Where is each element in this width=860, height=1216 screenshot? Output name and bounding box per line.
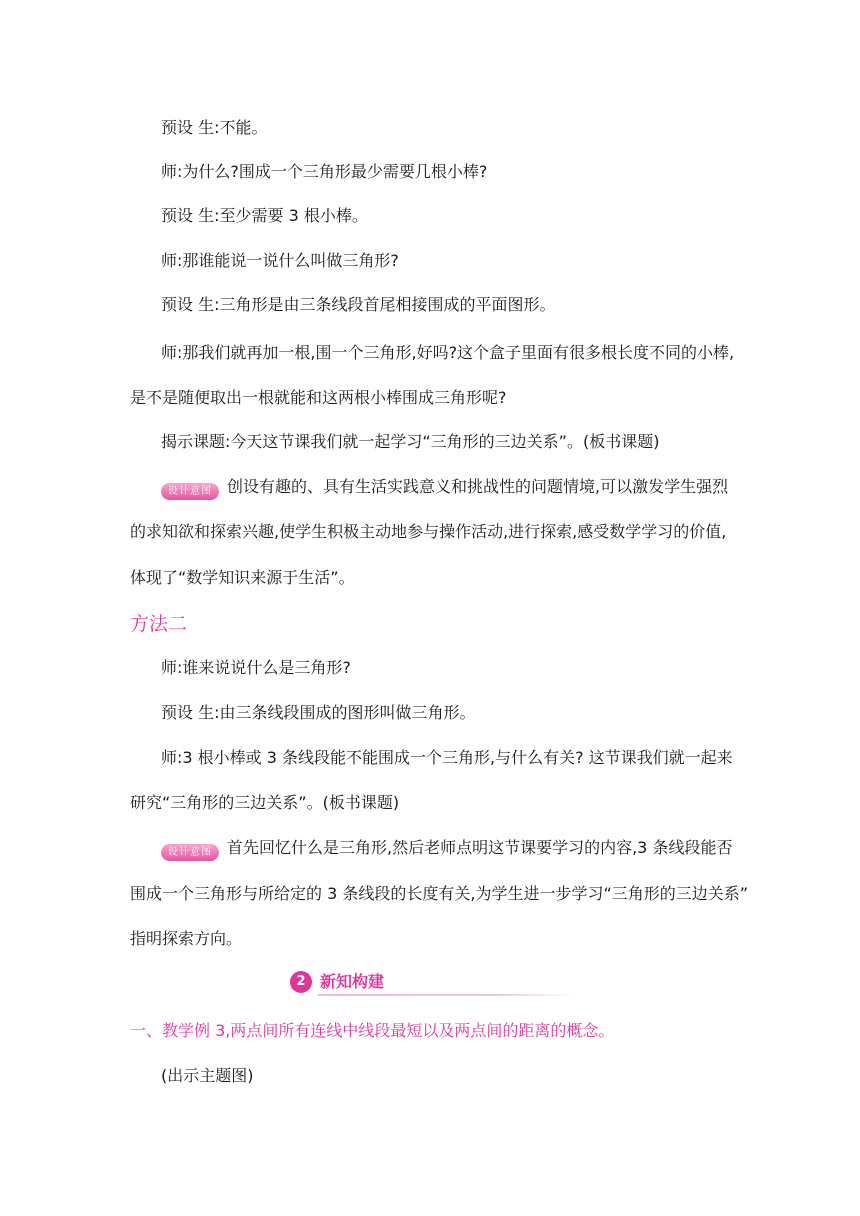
section-number-badge: 2 xyxy=(290,971,312,993)
dialogue-line: 预设 生:三角形是由三条线段首尾相接围成的平面图形。 xyxy=(161,295,556,314)
dialogue-line: 师:那谁能说一说什么叫做三角形? xyxy=(161,251,399,270)
topic-reveal-line: 揭示课题:今天这节课我们就一起学习“三角形的三边关系”。(板书课题) xyxy=(161,432,660,451)
section-title: 新知构建 xyxy=(320,972,385,991)
design-intent-text: 体现了“数学知识来源于生活”。 xyxy=(130,568,355,587)
dialogue-line: 师:为什么?围成一个三角形最少需要几根小棒? xyxy=(161,162,488,181)
dialogue-line: 师:3 根小棒或 3 条线段能不能围成一个三角形,与什么有关? 这节课我们就一起来 xyxy=(161,748,733,767)
section-underline xyxy=(318,994,576,996)
section-heading xyxy=(290,969,578,997)
method-two-heading: 方法二 xyxy=(130,613,188,635)
dialogue-line: 研究“三角形的三边关系”。(板书课题) xyxy=(130,793,400,812)
dialogue-line: 师:谁来说说什么是三角形? xyxy=(161,658,351,677)
dialogue-line: 预设 生:由三条线段围成的图形叫做三角形。 xyxy=(161,703,476,722)
show-figure-line: (出示主题图) xyxy=(161,1066,254,1085)
design-intent-paragraph xyxy=(0,838,860,861)
design-intent-text: 的求知欲和探索兴趣,使学生积极主动地参与操作活动,进行探索,感受数学学习的价值, xyxy=(130,522,727,541)
design-intent-tag: 设计意图 xyxy=(161,483,219,500)
dialogue-line: 是不是随便取出一根就能和这两根小棒围成三角形呢? xyxy=(130,388,507,407)
dialogue-line: 预设 生:不能。 xyxy=(161,118,268,137)
design-intent-paragraph xyxy=(0,477,860,500)
design-intent-text: 围成一个三角形与所给定的 3 条线段的长度有关,为学生进一步学习“三角形的三边关系” xyxy=(130,884,749,903)
design-intent-text: 指明探索方向。 xyxy=(130,929,243,948)
dialogue-line: 师:那我们就再加一根,围一个三角形,好吗?这个盒子里面有很多根长度不同的小棒, xyxy=(161,343,735,362)
design-intent-tag: 设计意图 xyxy=(161,844,219,861)
example-heading: 一、教学例 3,两点间所有连线中线段最短以及两点间的距离的概念。 xyxy=(130,1021,615,1040)
dialogue-line: 预设 生:至少需要 3 根小棒。 xyxy=(161,206,368,225)
design-intent-text: 首先回忆什么是三角形,然后老师点明这节课要学习的内容,3 条线段能否 xyxy=(227,838,733,857)
design-intent-text: 创设有趣的、具有生活实践意义和挑战性的问题情境,可以激发学生强烈 xyxy=(227,477,729,496)
